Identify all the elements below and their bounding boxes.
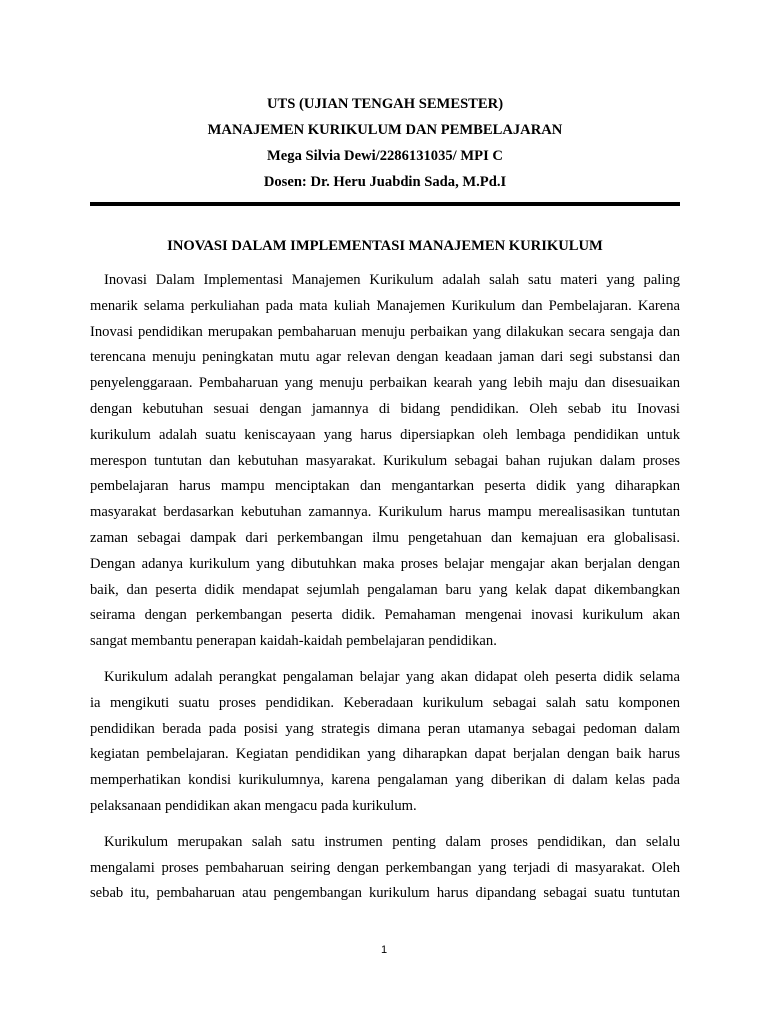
document-header <box>90 91 680 195</box>
paragraph-line: kurikulum adalah suatu keniscayaan yang harus dipersiapkan oleh lembaga pendidikan untuk <box>90 426 680 443</box>
student-info: Mega Silvia Dewi/2286131035/ MPI C <box>267 148 503 164</box>
paragraph-2 <box>90 665 680 820</box>
paragraph-line: dengan kebutuhan sesuai dengan jamannya di bidang pendidikan. Oleh sebab itu Inovasi <box>90 400 680 417</box>
paragraph-line: sebab itu, pembaharuan atau pengembangan kurikulum harus dipandang sebagai suatu tuntutan <box>90 885 680 902</box>
paragraph-3 <box>90 830 680 907</box>
paragraph-line: pendidikan berada pada posisi yang strategis dimana peran utamanya sebagai pedoman dalam <box>90 720 680 737</box>
lecturer-info: Dosen: Dr. Heru Juabdin Sada, M.Pd.I <box>263 174 507 190</box>
paragraph-line: penyelenggaraan. Pembaharuan yang menuju perbaikan kearah yang lebih maju dan disesuaikan <box>90 375 680 392</box>
exam-title: UTS (UJIAN TENGAH SEMESTER) <box>266 96 504 112</box>
paragraph-line: memperhatikan kondisi kurikulumnya, karena pengalaman yang diberikan di dalam kelas pada <box>90 772 680 789</box>
section-title: INOVASI DALAM IMPLEMENTASI MANAJEMEN KURIKULUM <box>167 238 603 254</box>
paragraph-line: Inovasi Dalam Implementasi Manajemen Kurikulum adalah salah satu materi yang paling <box>104 272 680 288</box>
paragraph-line: masyarakat berdasarkan kebutuhan zamannya. Kurikulum harus mampu merealisasikan tuntutan <box>90 504 680 521</box>
paragraph-line: merespon tuntutan dan kebutuhan masyarakat. Kurikulum sebagai bahan rujukan dalam proses <box>90 452 680 469</box>
page-number: 1 <box>380 944 388 956</box>
paragraph-line: mengalami proses pembaharuan seiring dengan perkembangan yang terjadi di masyarakat. Oleh <box>90 859 680 876</box>
course-title: MANAJEMEN KURIKULUM DAN PEMBELAJARAN <box>207 122 563 138</box>
paragraph-line: Inovasi pendidikan merupakan pembaharuan menuju perbaikan yang dilakukan secara sengaja dan <box>90 323 680 340</box>
paragraph-line: seirama dengan perkembangan peserta didik. Pemahaman mengenai inovasi kurikulum akan <box>90 607 680 624</box>
paragraph-line: ia mengikuti suatu proses pendidikan. Keberadaan kurikulum sebagai salah satu komponen <box>90 694 680 711</box>
paragraph-line: Kurikulum merupakan salah satu instrumen penting dalam proses pendidikan, dan selalu <box>104 833 680 850</box>
paragraph-line: terencana menuju peningkatan mutu agar relevan dengan keadaan jaman dari segi substansi dan <box>90 349 680 366</box>
body-text <box>90 268 680 907</box>
paragraph-line: Kurikulum adalah perangkat pengalaman belajar yang akan didapat oleh peserta didik selama <box>104 668 680 685</box>
paragraph-line: zaman sebagai dampak dari perkembangan ilmu pengetahuan dan kemajuan era globalisasi. <box>90 529 680 546</box>
paragraph-line: Dengan adanya kurikulum yang dibutuhkan maka proses belajar mengajar akan berjalan dengan <box>90 555 680 572</box>
paragraph-line: menarik selama perkuliahan pada mata kuliah Manajemen Kurikulum dan Pembelajaran. Karena <box>90 297 680 314</box>
paragraph-line: kegiatan pembelajaran. Kegiatan pendidikan yang diharapkan dapat berjalan dengan baik harus <box>90 746 680 763</box>
paragraph-line: pembelajaran harus mampu menciptakan dan mengantarkan peserta didik yang diharapkan <box>90 478 680 495</box>
paragraph-line: sangat membantu penerapan kaidah-kaidah pembelajaran pendidikan. <box>90 633 497 650</box>
paragraph-line: pelaksanaan pendidikan akan mengacu pada kurikulum. <box>90 797 417 814</box>
paragraph-1 <box>90 268 680 655</box>
paragraph-line: baik, dan peserta didik mendapat sejumlah pengalaman baru yang kelak dapat dikembangkan <box>90 581 680 598</box>
header-divider <box>90 202 680 206</box>
